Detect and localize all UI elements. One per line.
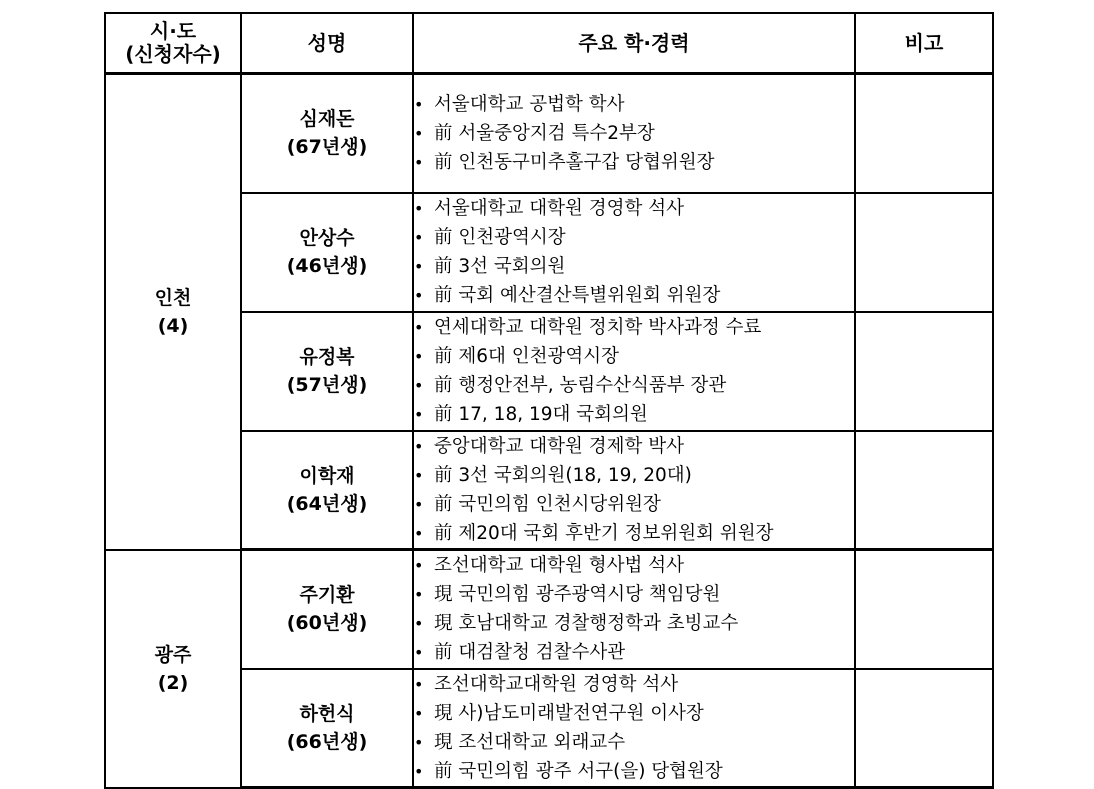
career-text: 前 행정안전부, 농림수산식품부 장관 bbox=[434, 375, 727, 396]
bullet-icon: • bbox=[414, 703, 424, 723]
career-item bbox=[414, 371, 854, 400]
candidate-cell bbox=[241, 193, 413, 312]
candidate-name: 하헌식 bbox=[299, 702, 355, 725]
career-text: 서울대학교 대학원 경영학 석사 bbox=[434, 198, 684, 219]
header-name: 성명 bbox=[241, 13, 413, 74]
career-item bbox=[414, 148, 854, 177]
bullet-icon: • bbox=[414, 405, 424, 424]
candidate-name: 안상수 bbox=[299, 227, 355, 249]
candidate-cell bbox=[241, 550, 413, 669]
region-cell bbox=[105, 550, 241, 788]
career-text: 前 국민의힘 인천시당위원장 bbox=[434, 493, 661, 515]
career-cell bbox=[413, 669, 855, 788]
header-region-line1: 시·도 bbox=[149, 19, 197, 43]
candidate-name: 주기환 bbox=[299, 584, 355, 607]
career-cell bbox=[413, 74, 855, 193]
career-text: 現 국민의힘 광주광역시당 책임당원 bbox=[434, 584, 721, 606]
career-item bbox=[414, 551, 854, 580]
header-row bbox=[105, 13, 993, 74]
career-text: 現 사)남도미래발전연구원 이사장 bbox=[434, 702, 704, 724]
bullet-icon: • bbox=[414, 94, 424, 114]
bullet-icon: • bbox=[414, 347, 424, 366]
bullet-icon: • bbox=[414, 732, 424, 752]
career-item bbox=[414, 119, 854, 148]
candidate-birth-year: (64년생) bbox=[286, 492, 368, 515]
career-item bbox=[414, 728, 854, 757]
career-text: 조선대학교 대학원 형사법 석사 bbox=[434, 555, 684, 577]
career-item bbox=[414, 461, 854, 490]
career-text: 前 인천광역시장 bbox=[434, 227, 566, 248]
career-item bbox=[414, 281, 854, 310]
career-text: 前 3선 국회의원(18, 19, 20대) bbox=[434, 464, 692, 486]
header-career: 주요 학·경력 bbox=[413, 13, 855, 74]
bullet-icon: • bbox=[414, 614, 424, 634]
career-item bbox=[414, 252, 854, 281]
notes-cell bbox=[855, 669, 993, 788]
career-cell bbox=[413, 550, 855, 669]
career-item bbox=[414, 90, 854, 119]
bullet-icon: • bbox=[414, 436, 424, 456]
candidate-cell bbox=[241, 312, 413, 431]
bullet-icon: • bbox=[414, 376, 424, 395]
career-item bbox=[414, 519, 854, 548]
career-item bbox=[414, 638, 854, 667]
career-item bbox=[414, 342, 854, 371]
bullet-icon: • bbox=[414, 318, 424, 337]
bullet-icon: • bbox=[414, 523, 424, 543]
candidate-name: 이학재 bbox=[299, 464, 355, 487]
career-text: 前 국민의힘 광주 서구(을) 당협원장 bbox=[434, 760, 723, 782]
career-item bbox=[414, 490, 854, 519]
region-name: 광주 bbox=[154, 643, 192, 666]
candidate-cell bbox=[241, 431, 413, 550]
career-item bbox=[414, 313, 854, 342]
career-item bbox=[414, 609, 854, 638]
career-text: 前 인천동구미추홀구갑 당협위원장 bbox=[434, 151, 715, 173]
candidate-name: 심재돈 bbox=[299, 108, 355, 131]
notes-cell bbox=[855, 193, 993, 312]
region-name: 인천 bbox=[154, 286, 192, 309]
bullet-icon: • bbox=[414, 643, 424, 663]
applicant-count: (2) bbox=[157, 671, 189, 694]
notes-cell bbox=[855, 312, 993, 431]
career-text: 前 서울중앙지검 특수2부장 bbox=[434, 122, 655, 144]
candidate-birth-year: (60년생) bbox=[286, 612, 368, 635]
table-row bbox=[105, 74, 993, 193]
bullet-icon: • bbox=[414, 585, 424, 605]
career-text: 現 호남대학교 경찰행정학과 초빙교수 bbox=[434, 613, 739, 635]
career-cell bbox=[413, 312, 855, 431]
header-region-line2: (신청자수) bbox=[125, 42, 221, 66]
career-item bbox=[414, 757, 854, 786]
career-text: 前 제6대 인천광역시장 bbox=[434, 346, 620, 367]
career-text: 서울대학교 공법학 학사 bbox=[434, 93, 625, 115]
candidate-table bbox=[104, 12, 994, 789]
candidate-birth-year: (57년생) bbox=[286, 374, 368, 396]
table-row bbox=[105, 550, 993, 669]
career-item bbox=[414, 223, 854, 252]
bullet-icon: • bbox=[414, 257, 424, 276]
candidate-cell bbox=[241, 669, 413, 788]
bullet-icon: • bbox=[414, 152, 424, 172]
bullet-icon: • bbox=[414, 556, 424, 576]
notes-cell bbox=[855, 74, 993, 193]
candidate-name: 유정복 bbox=[299, 346, 355, 368]
career-text: 중앙대학교 대학원 경제학 박사 bbox=[434, 435, 684, 457]
career-item bbox=[414, 432, 854, 461]
candidate-cell bbox=[241, 74, 413, 193]
bullet-icon: • bbox=[414, 465, 424, 485]
career-item bbox=[414, 580, 854, 609]
applicant-count: (4) bbox=[157, 314, 189, 337]
bullet-icon: • bbox=[414, 286, 424, 305]
notes-cell bbox=[855, 431, 993, 550]
header-region bbox=[105, 13, 241, 74]
career-text: 조선대학교대학원 경영학 석사 bbox=[434, 673, 679, 695]
table-body bbox=[105, 74, 993, 788]
bullet-icon: • bbox=[414, 494, 424, 514]
career-text: 現 조선대학교 외래교수 bbox=[434, 731, 626, 753]
career-text: 前 17, 18, 19대 국회의원 bbox=[434, 404, 648, 425]
bullet-icon: • bbox=[414, 199, 424, 218]
bullet-icon: • bbox=[414, 228, 424, 247]
career-cell bbox=[413, 431, 855, 550]
candidate-birth-year: (46년생) bbox=[286, 255, 368, 277]
career-text: 前 3선 국회의원 bbox=[434, 256, 566, 277]
career-text: 前 제20대 국회 후반기 정보위원회 위원장 bbox=[434, 522, 774, 544]
region-cell bbox=[105, 74, 241, 550]
career-text: 연세대학교 대학원 정치학 박사과정 수료 bbox=[434, 317, 762, 338]
career-item bbox=[414, 400, 854, 429]
career-item bbox=[414, 699, 854, 728]
candidate-birth-year: (67년생) bbox=[286, 136, 368, 159]
bullet-icon: • bbox=[414, 123, 424, 143]
career-item bbox=[414, 670, 854, 699]
header-notes: 비고 bbox=[855, 13, 993, 74]
candidate-birth-year: (66년생) bbox=[286, 730, 368, 753]
bullet-icon: • bbox=[414, 674, 424, 694]
career-text: 前 국회 예산결산특별위원회 위원장 bbox=[434, 285, 721, 306]
career-item bbox=[414, 194, 854, 223]
career-cell bbox=[413, 193, 855, 312]
notes-cell bbox=[855, 550, 993, 669]
career-text: 前 대검찰청 검찰수사관 bbox=[434, 642, 626, 664]
bullet-icon: • bbox=[414, 761, 424, 781]
